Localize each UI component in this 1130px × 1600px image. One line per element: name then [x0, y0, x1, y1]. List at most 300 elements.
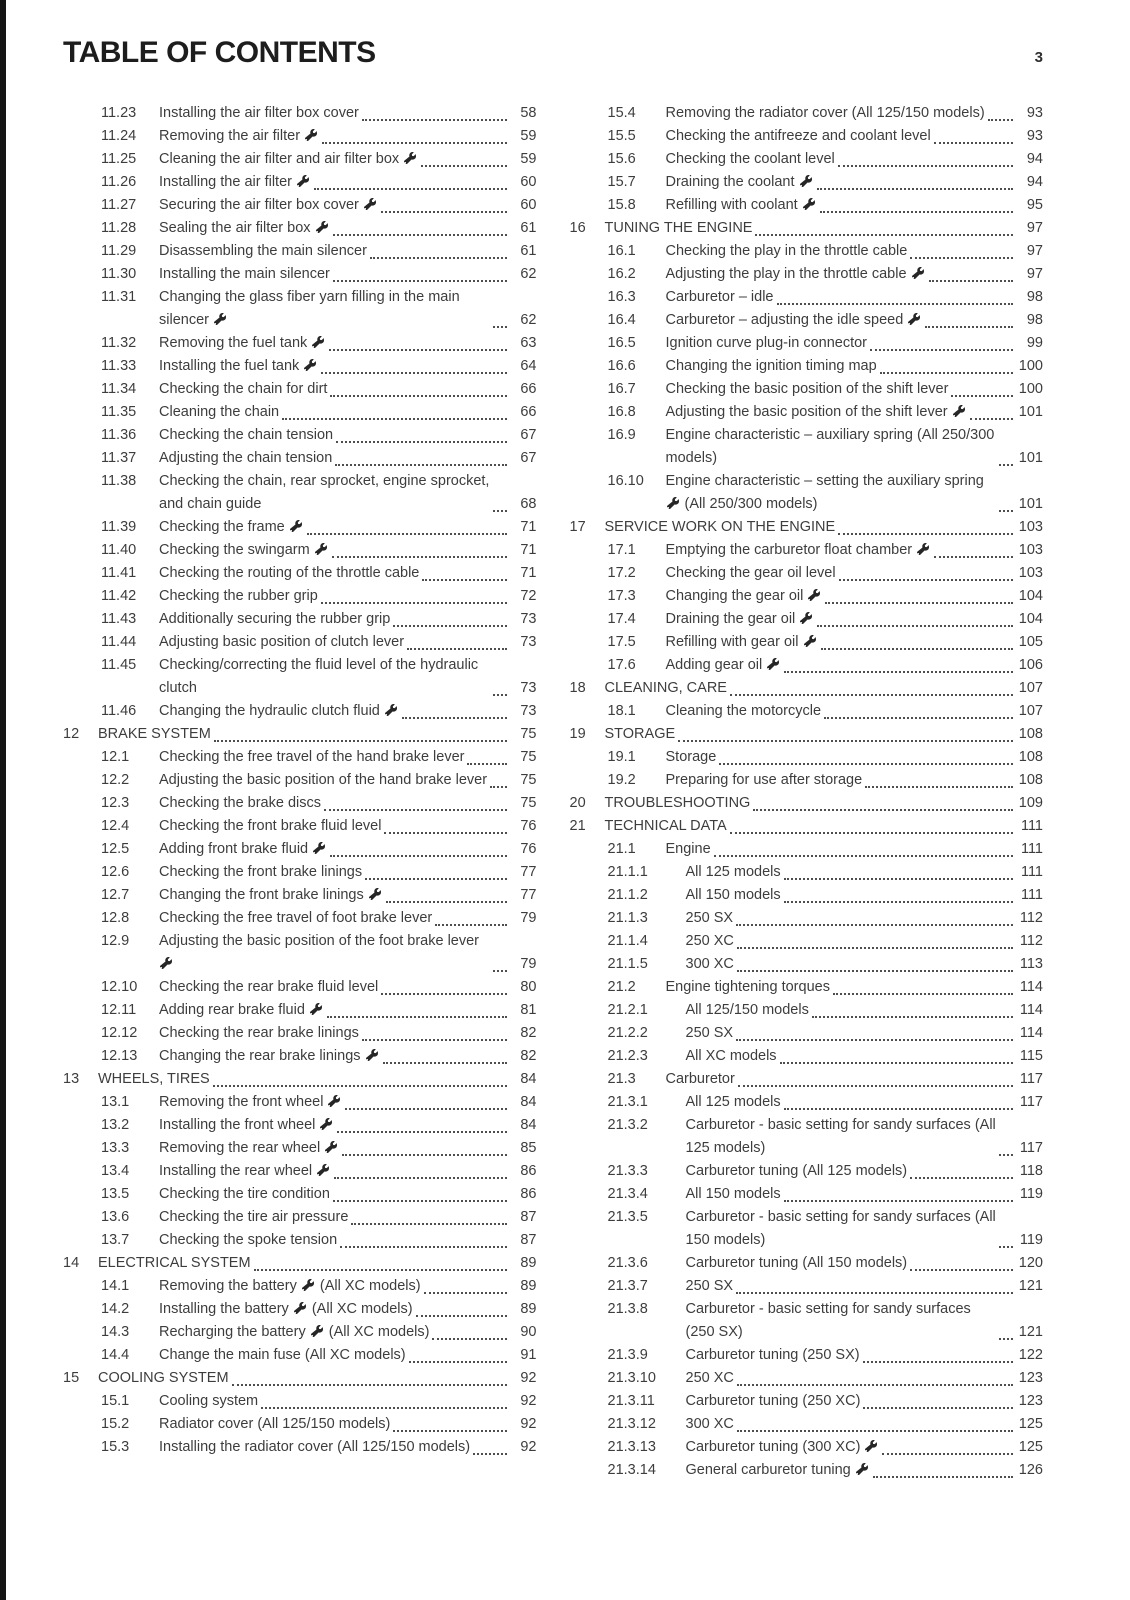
wrench-icon — [312, 336, 324, 348]
entry-number: 12.12 — [101, 1025, 138, 1041]
toc-entry — [570, 1413, 1044, 1436]
toc-entry — [63, 355, 537, 378]
entry-body — [686, 1022, 1044, 1045]
dotted-leader — [784, 1108, 1013, 1110]
entry-page-number: 62 — [520, 266, 537, 282]
dotted-leader — [307, 533, 507, 535]
entry-page-number: 123 — [1018, 1393, 1043, 1409]
dotted-leader — [336, 441, 506, 443]
wrench-icon — [364, 198, 376, 210]
entry-number: 12.10 — [101, 979, 138, 995]
entry-title: Storage — [665, 749, 717, 765]
entry-number: 12.8 — [101, 910, 130, 926]
entry-title: Checking the basic position of the shift lever — [665, 381, 949, 397]
entry-page-number: 85 — [520, 1140, 537, 1156]
entry-page-number: 114 — [1019, 1025, 1043, 1041]
toc-entry — [570, 861, 1044, 884]
entry-number: 11.33 — [101, 358, 137, 374]
dotted-leader — [865, 786, 1013, 788]
entry-title: All 150 models — [685, 1186, 781, 1202]
entry-title: Checking the free travel of the hand brake lever — [159, 749, 465, 765]
dotted-leader — [784, 671, 1013, 673]
toc-entry — [570, 516, 1044, 539]
entry-page-number: 98 — [1026, 289, 1043, 305]
entry-body — [666, 401, 1044, 424]
entry-number: 13.4 — [101, 1163, 130, 1179]
entry-body — [666, 838, 1044, 861]
dotted-leader — [970, 418, 1013, 420]
dotted-leader — [882, 1453, 1013, 1455]
entry-page-number: 84 — [520, 1117, 537, 1133]
toc-entry — [63, 884, 537, 907]
entry-body — [159, 930, 537, 976]
entry-number: 15.7 — [607, 174, 636, 190]
entry-body — [666, 769, 1044, 792]
entry-body — [159, 355, 537, 378]
dotted-leader — [421, 165, 506, 167]
entry-body — [159, 976, 537, 999]
wrench-icon — [160, 957, 172, 969]
dotted-leader — [817, 625, 1013, 627]
toc-entry — [63, 999, 537, 1022]
entry-number: 11.35 — [101, 404, 137, 420]
entry-title: CLEANING, CARE — [604, 680, 727, 696]
toc-entry — [570, 746, 1044, 769]
entry-page-number: 84 — [520, 1071, 537, 1087]
dotted-leader — [314, 188, 506, 190]
toc-entry — [570, 1436, 1044, 1459]
entry-page-number: 117 — [1019, 1094, 1043, 1110]
entry-title: Carburetor tuning (All 125 models) — [685, 1163, 908, 1179]
dotted-leader — [736, 924, 1013, 926]
entry-title: Cleaning the chain — [159, 404, 280, 420]
toc-entry — [63, 148, 537, 171]
toc-entry — [570, 562, 1044, 585]
entry-number: 16.4 — [607, 312, 636, 328]
entry-number: 19.2 — [607, 772, 636, 788]
entry-number: 18 — [569, 680, 586, 696]
entry-number: 11.42 — [101, 588, 137, 604]
entry-number: 11.39 — [101, 519, 137, 535]
entry-body — [686, 999, 1044, 1022]
entry-number: 21.3.5 — [607, 1209, 648, 1225]
toc-entry — [570, 286, 1044, 309]
entry-body — [159, 1022, 537, 1045]
entry-title: Cleaning the motorcycle — [665, 703, 822, 719]
entry-number: 14 — [63, 1255, 80, 1271]
entry-body — [159, 1390, 537, 1413]
entry-title: Installing the main silencer — [159, 266, 330, 282]
entry-page-number: 87 — [520, 1209, 537, 1225]
entry-title: Adjusting the chain tension — [159, 450, 333, 466]
entry-number: 11.37 — [101, 450, 137, 466]
entry-body — [159, 424, 537, 447]
entry-title: Carburetor — [665, 1071, 735, 1087]
entry-number: 12.4 — [101, 818, 130, 834]
toc-entry — [63, 332, 537, 355]
toc-entry — [570, 263, 1044, 286]
toc-entry — [63, 286, 537, 332]
entry-page-number: 104 — [1018, 588, 1043, 604]
toc-entry — [63, 516, 537, 539]
wrench-icon — [808, 589, 820, 601]
entry-page-number: 101 — [1018, 450, 1043, 466]
entry-title: Engine tightening torques — [665, 979, 830, 995]
toc-entry — [63, 1183, 537, 1206]
entry-title: 250 SX — [685, 1278, 734, 1294]
dotted-leader — [330, 395, 506, 397]
toc-entry — [570, 1114, 1044, 1160]
dotted-leader — [232, 1384, 507, 1386]
entry-page-number: 103 — [1018, 565, 1043, 581]
entry-page-number: 92 — [520, 1393, 537, 1409]
entry-page-number: 109 — [1018, 795, 1043, 811]
dotted-leader — [784, 901, 1013, 903]
entry-page-number: 80 — [520, 979, 537, 995]
wrench-icon — [385, 704, 397, 716]
dotted-leader — [393, 625, 506, 627]
entry-title: Checking/correcting the fluid level of the hydraulic clutch — [159, 657, 479, 696]
entry-title: Draining the gear oil — [666, 608, 815, 631]
entry-title: BRAKE SYSTEM — [98, 726, 211, 742]
entry-title: Checking the coolant level — [665, 151, 835, 167]
entry-number: 21.3.13 — [607, 1439, 656, 1455]
entry-title: Removing the front wheel — [159, 1091, 342, 1114]
entry-title: Disassembling the main silencer — [159, 243, 367, 259]
wrench-icon — [804, 635, 816, 647]
dotted-leader — [870, 349, 1013, 351]
entry-page-number: 126 — [1018, 1462, 1043, 1478]
entry-page-number: 73 — [520, 611, 537, 627]
entry-title: Installing the front wheel — [159, 1114, 334, 1137]
wrench-icon — [316, 221, 328, 233]
entry-number: 18.1 — [607, 703, 636, 719]
entry-page-number: 97 — [1026, 220, 1043, 236]
entry-title: Changing the glass fiber yarn filling in the main silencer — [159, 289, 460, 328]
dotted-leader — [714, 855, 1013, 857]
entry-page-number: 111 — [1020, 864, 1043, 880]
entry-page-number: 99 — [1026, 335, 1043, 351]
wrench-icon — [767, 658, 779, 670]
entry-number: 16 — [569, 220, 586, 236]
dotted-leader — [821, 648, 1013, 650]
toc-entry — [570, 1091, 1044, 1114]
wrench-icon — [908, 313, 920, 325]
entry-number: 21.3.11 — [607, 1393, 655, 1409]
dotted-leader — [329, 349, 506, 351]
entry-number: 16.10 — [607, 473, 644, 489]
entry-page-number: 100 — [1018, 381, 1043, 397]
entry-title: Checking the antifreeze and coolant level — [665, 128, 931, 144]
entry-number: 11.25 — [101, 151, 137, 167]
entry-title: Removing the fuel tank — [159, 332, 326, 355]
entry-title: 300 XC — [685, 1416, 734, 1432]
entry-page-number: 101 — [1018, 496, 1043, 512]
entry-number: 15.3 — [101, 1439, 130, 1455]
entry-body — [159, 194, 537, 217]
toc-entry — [63, 1252, 537, 1275]
entry-body — [686, 1436, 1044, 1459]
entry-title: Refilling with gear oil — [666, 631, 818, 654]
entry-page-number: 75 — [520, 726, 537, 742]
toc-entry — [63, 1114, 537, 1137]
entry-title: Carburetor tuning (250 XC) — [685, 1393, 861, 1409]
entry-title: 250 XC — [685, 933, 734, 949]
entry-number: 12 — [63, 726, 80, 742]
entry-title: Cooling system — [159, 1393, 259, 1409]
dotted-leader — [737, 970, 1013, 972]
entry-body — [159, 562, 537, 585]
entry-body — [686, 1298, 1044, 1344]
entry-page-number: 107 — [1018, 703, 1043, 719]
entry-number: 16.2 — [607, 266, 636, 282]
toc-entry — [570, 1183, 1044, 1206]
entry-page-number: 72 — [520, 588, 537, 604]
dotted-leader — [719, 763, 1013, 765]
entry-page-number: 120 — [1018, 1255, 1043, 1271]
entry-body — [686, 1367, 1044, 1390]
dotted-leader — [493, 694, 507, 696]
entry-page-number: 75 — [520, 795, 537, 811]
entry-page-number: 59 — [520, 128, 537, 144]
entry-page-number: 100 — [1018, 358, 1043, 374]
entry-body — [666, 654, 1044, 677]
entry-number: 21.1 — [607, 841, 636, 857]
entry-body — [666, 424, 1044, 470]
entry-number: 16.3 — [607, 289, 636, 305]
entry-body — [159, 217, 537, 240]
entry-page-number: 97 — [1026, 243, 1043, 259]
dotted-leader — [817, 188, 1014, 190]
entry-body — [605, 217, 1044, 240]
entry-number: 17 — [569, 519, 586, 535]
entry-title: All 125 models — [685, 1094, 781, 1110]
entry-number: 21.3.4 — [607, 1186, 648, 1202]
entry-page-number: 71 — [520, 542, 537, 558]
entry-body — [686, 1390, 1044, 1413]
entry-title: Checking the routing of the throttle cable — [159, 565, 420, 581]
toc-entry — [63, 976, 537, 999]
dotted-leader — [736, 1292, 1013, 1294]
entry-number: 12.3 — [101, 795, 130, 811]
entry-title: TUNING THE ENGINE — [604, 220, 753, 236]
dotted-leader — [407, 648, 506, 650]
wrench-icon — [304, 359, 316, 371]
entry-page-number: 106 — [1018, 657, 1043, 673]
dotted-leader — [473, 1453, 506, 1455]
entry-title: Changing the hydraulic clutch fluid — [159, 700, 399, 723]
entry-title: Checking the frame — [159, 516, 304, 539]
entry-title: SERVICE WORK ON THE ENGINE — [604, 519, 836, 535]
entry-body — [666, 125, 1044, 148]
entry-number: 21.2 — [607, 979, 636, 995]
toc-entry — [63, 401, 537, 424]
dotted-leader — [737, 1384, 1013, 1386]
toc-entry — [63, 539, 537, 562]
entry-title: Adjusting basic position of clutch lever — [159, 634, 405, 650]
entry-number: 21.3.2 — [607, 1117, 648, 1133]
entry-body — [666, 539, 1044, 562]
toc-entry — [63, 1160, 537, 1183]
entry-title: 300 XC — [685, 956, 734, 972]
entry-title: Adding gear oil — [666, 654, 782, 677]
entry-number: 21.3.12 — [607, 1416, 656, 1432]
entry-body — [159, 263, 537, 286]
entry-body — [159, 240, 537, 263]
entry-body — [666, 194, 1044, 217]
toc-entry — [63, 1367, 537, 1390]
entry-title: Cleaning the air filter and air filter box — [159, 148, 418, 171]
entry-number: 21 — [569, 818, 586, 834]
entry-page-number: 105 — [1018, 634, 1043, 650]
dotted-leader — [381, 993, 506, 995]
toc-entry — [63, 907, 537, 930]
entry-body — [686, 1344, 1044, 1367]
toc-entry — [63, 746, 537, 769]
entry-page-number: 60 — [520, 197, 537, 213]
toc-entry — [63, 217, 537, 240]
entry-body — [686, 953, 1044, 976]
entry-body — [605, 677, 1044, 700]
dotted-leader — [678, 740, 1013, 742]
entry-body — [666, 102, 1044, 125]
entry-body — [666, 608, 1044, 631]
entry-page-number: 90 — [520, 1324, 537, 1340]
entry-body — [666, 332, 1044, 355]
dotted-leader — [839, 579, 1013, 581]
entry-page-number: 66 — [520, 381, 537, 397]
dotted-leader — [780, 1062, 1013, 1064]
entry-page-number: 92 — [520, 1370, 537, 1386]
toc-entry — [570, 171, 1044, 194]
dotted-leader — [812, 1016, 1013, 1018]
entry-title: Adjusting the basic position of the foot brake lever — [159, 930, 490, 976]
entry-title: Carburetor tuning (250 SX) — [685, 1347, 860, 1363]
toc-entry — [570, 1344, 1044, 1367]
entry-number: 21.1.5 — [607, 956, 648, 972]
entry-page-number: 97 — [1026, 266, 1043, 282]
toc-entry — [63, 608, 537, 631]
toc-entry — [63, 424, 537, 447]
entry-page-number: 115 — [1019, 1048, 1043, 1064]
entry-title: Checking the chain for dirt — [159, 381, 328, 397]
toc-entry — [570, 1367, 1044, 1390]
entry-number: 11.41 — [101, 565, 137, 581]
entry-body — [159, 1114, 537, 1137]
entry-page-number: 94 — [1026, 151, 1043, 167]
entry-number: 11.36 — [101, 427, 137, 443]
entry-title: Adjusting the play in the throttle cable — [666, 263, 926, 286]
toc-entry — [570, 677, 1044, 700]
entry-page-number: 81 — [520, 1002, 537, 1018]
entry-number: 12.6 — [101, 864, 130, 880]
dotted-leader — [335, 464, 506, 466]
entry-page-number: 98 — [1026, 312, 1043, 328]
dotted-leader — [213, 1085, 507, 1087]
entry-number: 12.2 — [101, 772, 130, 788]
entry-page-number: 73 — [520, 703, 537, 719]
dotted-leader — [738, 1085, 1013, 1087]
entry-title: Carburetor tuning (300 XC) — [686, 1436, 880, 1459]
toc-entry — [63, 102, 537, 125]
wrench-icon — [369, 888, 381, 900]
entry-number: 13.2 — [101, 1117, 130, 1133]
entry-number: 15.2 — [101, 1416, 130, 1432]
dotted-leader — [393, 1430, 506, 1432]
dotted-leader — [332, 556, 507, 558]
entry-number: 21.1.4 — [607, 933, 648, 949]
entry-title: Changing the rear brake linings — [159, 1045, 380, 1068]
dotted-leader — [999, 1154, 1013, 1156]
entry-page-number: 121 — [1018, 1278, 1043, 1294]
dotted-leader — [753, 809, 1013, 811]
entry-body — [159, 1206, 537, 1229]
entry-number: 15.5 — [607, 128, 636, 144]
entry-page-number: 123 — [1018, 1370, 1043, 1386]
entry-number: 14.2 — [101, 1301, 130, 1317]
dotted-leader — [784, 1200, 1013, 1202]
entry-title: Checking the swingarm — [159, 539, 329, 562]
entry-number: 21.3 — [607, 1071, 636, 1087]
wrench-icon — [214, 313, 226, 325]
entry-page-number: 117 — [1019, 1071, 1043, 1087]
dotted-leader — [820, 211, 1013, 213]
entry-body — [666, 286, 1044, 309]
entry-title: Checking the free travel of foot brake lever — [159, 910, 433, 926]
entry-page-number: 104 — [1018, 611, 1043, 627]
entry-body — [686, 861, 1044, 884]
toc-entry — [570, 1275, 1044, 1298]
entry-page-number: 71 — [520, 519, 537, 535]
entry-body — [159, 378, 537, 401]
entry-number: 11.32 — [101, 335, 137, 351]
entry-number: 14.3 — [101, 1324, 130, 1340]
wrench-icon — [865, 1440, 877, 1452]
toc-entry — [570, 240, 1044, 263]
dotted-leader — [873, 1476, 1013, 1478]
wrench-icon — [325, 1141, 337, 1153]
entry-number: 16.9 — [607, 427, 636, 443]
entry-body — [666, 240, 1044, 263]
dotted-leader — [934, 142, 1013, 144]
entry-body — [666, 171, 1044, 194]
entry-number: 21.3.3 — [607, 1163, 648, 1179]
wrench-icon — [800, 612, 812, 624]
toc-entry — [570, 102, 1044, 125]
dotted-leader — [362, 1039, 507, 1041]
dotted-leader — [422, 579, 506, 581]
dotted-leader — [737, 1430, 1013, 1432]
entry-page-number: 121 — [1018, 1324, 1043, 1340]
entry-body — [159, 884, 537, 907]
entry-number: 16.5 — [607, 335, 636, 351]
entry-number: 19.1 — [607, 749, 636, 765]
dotted-leader — [381, 211, 507, 213]
wrench-icon — [404, 152, 416, 164]
entry-number: 11.28 — [101, 220, 137, 236]
entry-body — [159, 907, 537, 930]
entry-title: Checking the tire air pressure — [159, 1209, 349, 1225]
toc-entry — [570, 424, 1044, 470]
entry-number: 21.3.14 — [607, 1462, 656, 1478]
entry-title: 250 SX — [685, 1025, 734, 1041]
entry-page-number: 63 — [520, 335, 537, 351]
entry-page-number: 82 — [520, 1025, 537, 1041]
entry-title: TECHNICAL DATA — [604, 818, 727, 834]
toc-entry — [63, 1229, 537, 1252]
entry-page-number: 58 — [520, 105, 537, 121]
entry-body — [159, 1137, 537, 1160]
